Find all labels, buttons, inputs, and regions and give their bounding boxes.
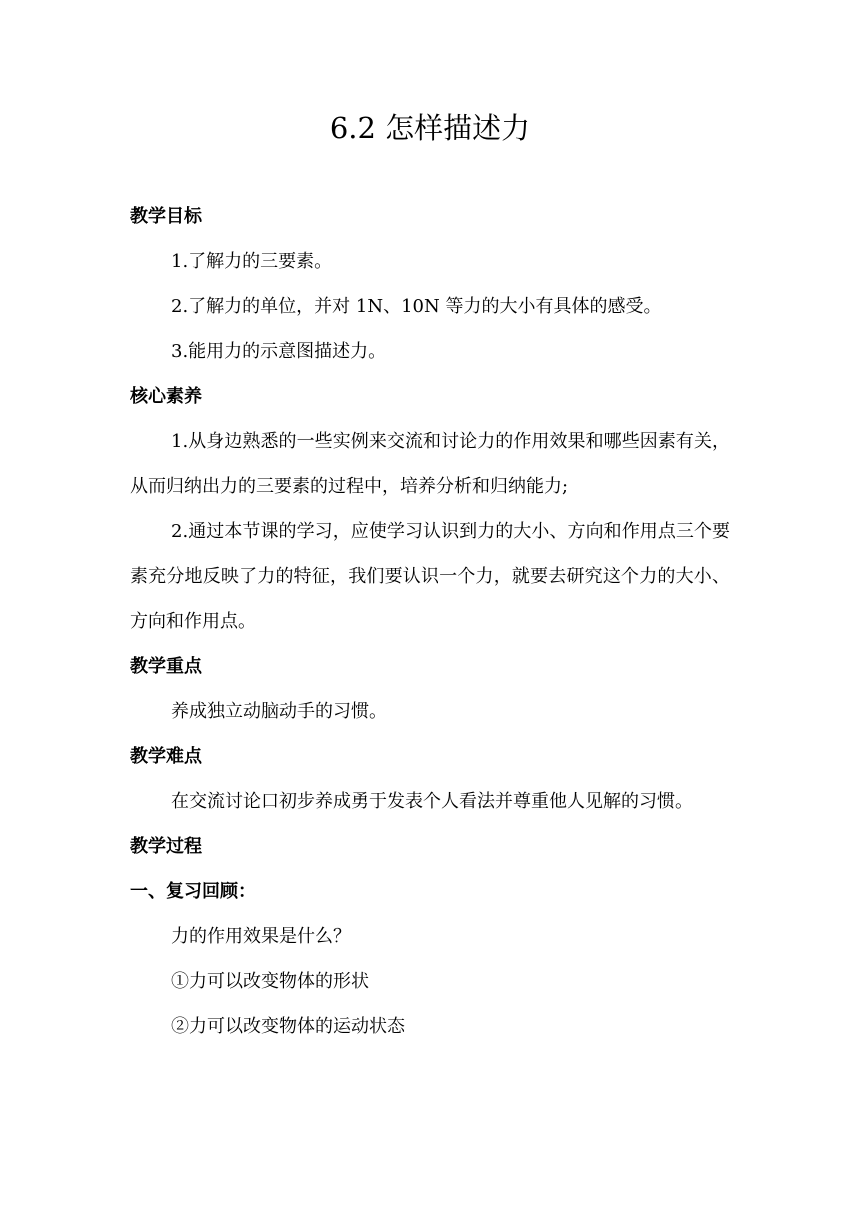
review-heading: 一、复习回顾：: [130, 881, 256, 902]
process-heading: 教学过程: [130, 836, 202, 857]
review-answer-1: ①力可以改变物体的形状: [171, 971, 369, 992]
objective-item-3: 3.能用力的示意图描述力。: [171, 341, 387, 362]
document-title: 6.2 怎样描述力: [329, 111, 531, 145]
literacy-item-1: 1.从身边熟悉的一些实例来交流和讨论力的作用效果和哪些因素有关，从而归纳出力的三要素的过程中，培养分析和归纳能力;: [130, 431, 730, 497]
key-point-item-1: 养成独立动脑动手的习惯。: [171, 701, 387, 722]
document-body: [130, 194, 730, 1049]
literacy-item-2: 2.通过本节课的学习，应使学习认识到力的大小、方向和作用点三个要素充分地反映了力的特征，我们要认识一个力，就要去研究这个力的大小、方向和作用点。: [130, 521, 730, 632]
literacy-heading: 核心素养: [130, 386, 202, 407]
review-question: 力的作用效果是什么？: [171, 926, 351, 947]
objectives-heading: 教学目标: [130, 206, 202, 227]
difficulty-item-1: 在交流讨论口初步养成勇于发表个人看法并尊重他人见解的习惯。: [171, 791, 693, 812]
key-points-heading: 教学重点: [130, 656, 202, 677]
review-answer-2: ②力可以改变物体的运动状态: [171, 1016, 405, 1037]
objective-item-1: 1.了解力的三要素。: [171, 251, 333, 272]
difficulties-heading: 教学难点: [130, 746, 202, 767]
objective-item-2: 2.了解力的单位，并对 1N、10N 等力的大小有具体的感受。: [171, 296, 662, 317]
